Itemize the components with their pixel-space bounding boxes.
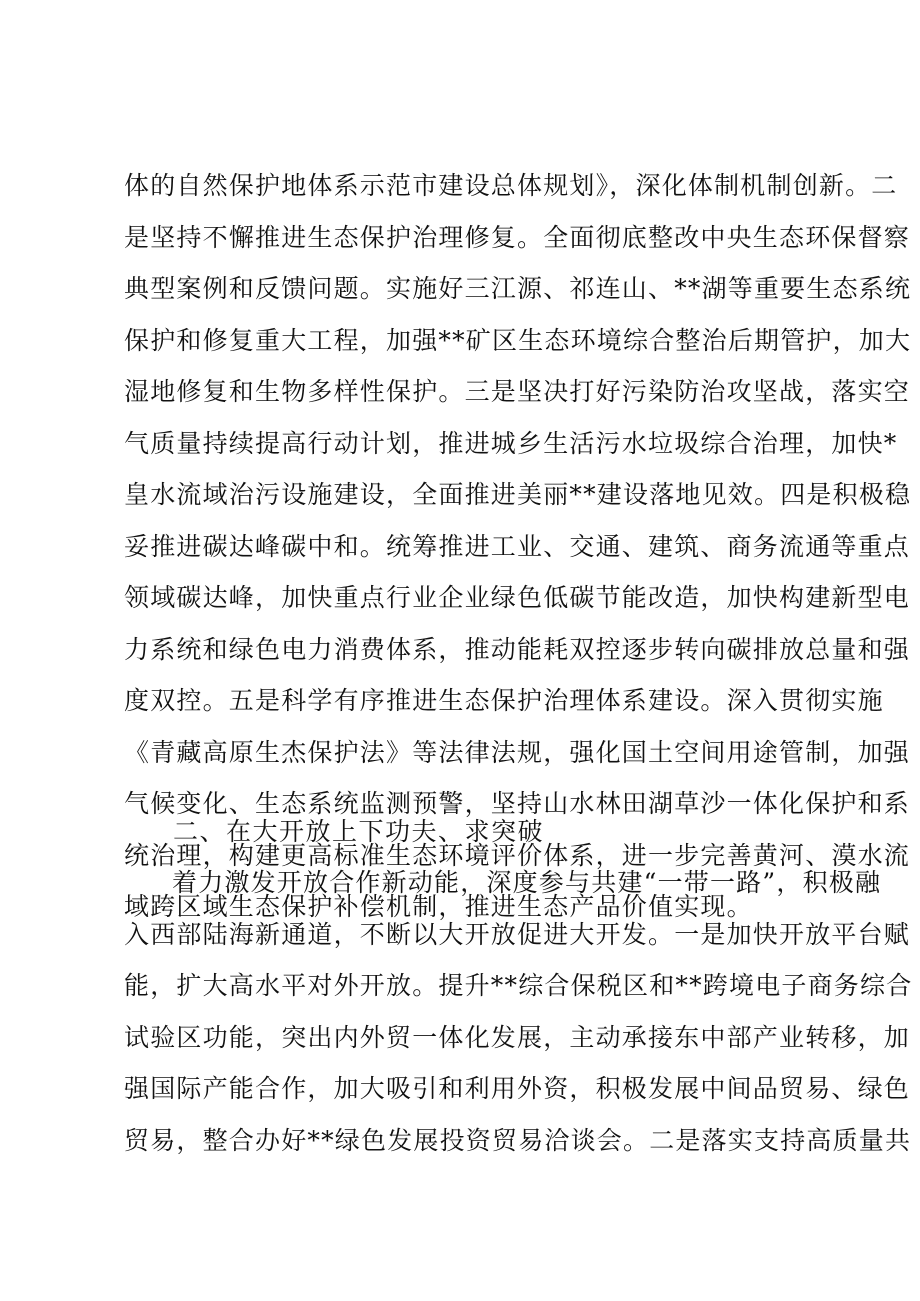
text-line: 着力激发开放合作新动能，深度参与共建“一带一路”，积极融 [172, 868, 882, 897]
text-line: 试验区功能，突出内外贸一体化发展，主动承接东中部产业转移，加 [124, 1022, 911, 1052]
text-line: 《青藏高原生杰保护法》等法律法规，强化国土空间用途管制，加强 [124, 737, 911, 767]
text-line: 湿地修复和生物多样性保护。三是坚决打好污染防治攻坚战，落实空 [124, 377, 911, 406]
text-line: 体的自然保护地体系示范市建设总体规划》，深化体制机制创新。二 [124, 171, 898, 200]
text-line: 保护和修复重大工程，加强**矿区生态环境综合整治后期管护，加大 [124, 325, 912, 355]
text-line: 气质量持续提高行动计划，推进城乡生活污水垃圾综合治理，加快* [124, 428, 898, 458]
text-line: 领域碳达峰，加快重点行业企业绿色低碳节能改造，加快构建新型电 [124, 583, 911, 612]
text-line: 力系统和绿色电力消费体系，推动能耗双控逐步转向碳排放总量和强 [124, 634, 911, 664]
text-line: 皇水流域治污设施建设，全面推进美丽**建设落地见效。四是积极稳 [124, 480, 912, 509]
text-line: 入西部陆海新通道，不断以大开放促进大开发。一是加快开放平台赋 [124, 919, 911, 949]
text-line: 典型案例和反馈问题。实施好三江源、祁连山、**湖等重要生态系统 [124, 274, 912, 303]
text-line: 妥推进碳达峰碳中和。统筹推进工业、交通、建筑、商务流通等重点 [124, 531, 911, 561]
text-line: 是坚持不懈推进生态保护治理修复。全面彻底整改中央生态环保督察 [124, 222, 911, 252]
text-line: 气候变化、生态系统监测预警，坚持山水林田湖草沙一体化保护和系 [124, 789, 911, 818]
text-line: 强国际产能合作，加大吸引和利用外资，积极发展中间品贸易、绿色 [124, 1074, 911, 1103]
text-line: 贸易，整合办好**绿色发展投资贸易洽谈会。二是落实支持高质量共 [124, 1125, 912, 1155]
text-line: 域跨区域生态保护补偿机制，推进生态产品价值实现。 [124, 892, 753, 921]
text-line: 统治理，构建更高标准生态环境评价体系，进一步完善黄河、漠水流 [124, 840, 911, 870]
text-line: 能，扩大高水平对外开放。提升**综合保税区和**跨境电子商务综合 [124, 971, 913, 1000]
section-heading: 二、在大开放上下功夫、求突破 [173, 817, 545, 846]
text-line: 度双控。五是科学有序推进生态保护治理体系建设。深入贯彻实施 [124, 686, 884, 715]
paragraph-new [124, 857, 913, 1166]
